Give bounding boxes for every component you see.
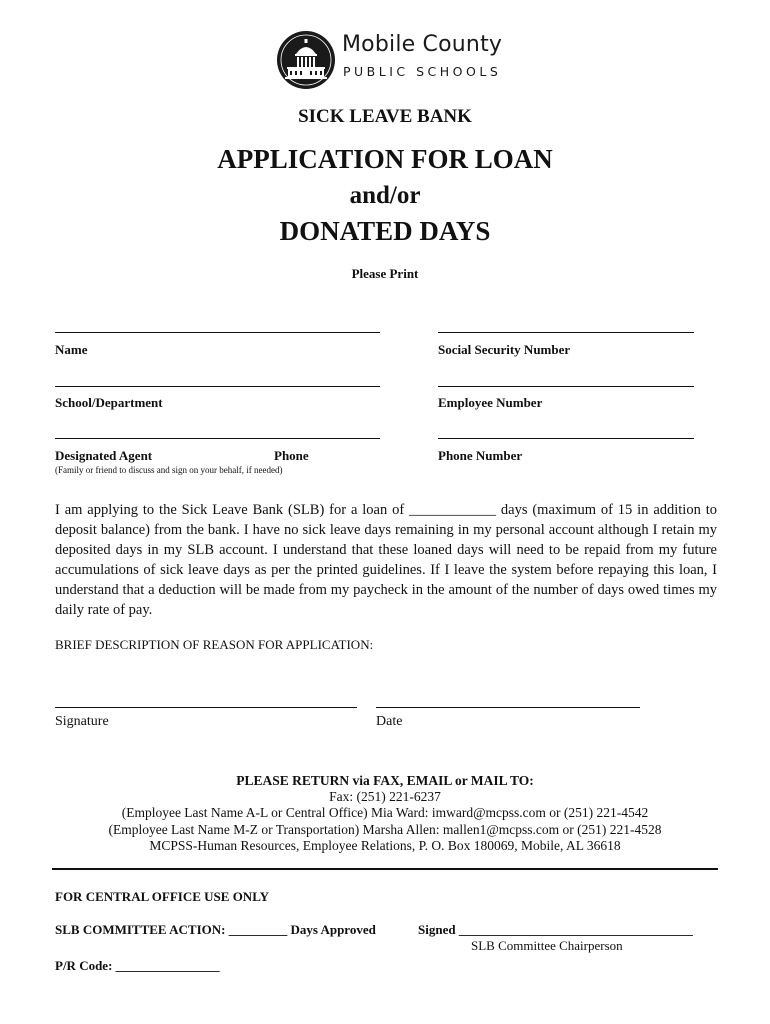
ssn-field[interactable] — [438, 332, 694, 333]
chairperson-signature-field[interactable]: Signed ____________________________________ — [418, 922, 693, 937]
section-divider — [52, 868, 718, 870]
school-department-label: School/Department — [55, 395, 163, 410]
return-contact-a-l: (Employee Last Name A-L or Central Office) Mia Ward: imward@mcpss.com or (251) 221-4542 — [121, 805, 649, 820]
date-label: Date — [376, 714, 403, 729]
return-heading: PLEASE RETURN via FAX, EMAIL or MAIL TO: — [236, 773, 534, 788]
designated-agent-label: Designated Agent — [55, 448, 153, 463]
employee-number-label: Employee Number — [438, 395, 543, 410]
loan-request-paragraph: I am applying to the Sick Leave Bank (SLB) for a loan of ____________ days (maximum of 15 in addition to deposit balance) from the bank. I have no sick leave days remaining in my personal account although I retain my deposited days in my SLB account. I understand that these loaned days will need to be repaid from my future accumulations of sick leave days as per the printed guidelines. If I leave the system before repaying this loan, I understand that a deduction will be made from my paycheck in the amount of the number of days owed times my daily rate of pay. — [55, 502, 717, 618]
return-contact-m-z: (Employee Last Name M-Z or Transportation) Marsha Allen: mallen1@mcpss.com or (251) 221-4528 — [108, 822, 662, 837]
school-department-field[interactable] — [55, 386, 380, 387]
designated-agent-field[interactable] — [55, 438, 380, 439]
name-label: Name — [55, 342, 88, 357]
brief-description-label: BRIEF DESCRIPTION OF REASON FOR APPLICATION: — [55, 637, 374, 652]
return-address: MCPSS-Human Resources, Employee Relations, P. O. Box 180069, Mobile, AL 36618 — [149, 838, 621, 853]
donated-days-title: DONATED DAYS — [279, 216, 491, 246]
name-field[interactable] — [55, 332, 380, 333]
phone-number-field[interactable] — [438, 438, 694, 439]
pr-code-field[interactable]: P/R Code: ________________ — [55, 958, 220, 973]
sick-leave-bank-heading: SICK LEAVE BANK — [298, 106, 472, 127]
agent-phone-label: Phone — [274, 448, 309, 463]
return-fax: Fax: (251) 221-6237 — [329, 789, 441, 804]
central-office-heading: FOR CENTRAL OFFICE USE ONLY — [55, 889, 270, 904]
committee-action-field[interactable]: SLB COMMITTEE ACTION: _________ Days Approved — [55, 922, 376, 937]
date-field[interactable] — [376, 707, 640, 708]
please-print-note: Please Print — [351, 266, 419, 281]
logo-subtitle: PUBLIC SCHOOLS — [343, 64, 502, 79]
agent-note: (Family or friend to discuss and sign on your behalf, if needed) — [55, 465, 283, 475]
signature-label: Signature — [55, 714, 109, 729]
phone-number-label: Phone Number — [438, 448, 523, 463]
signature-field[interactable] — [55, 707, 357, 708]
chairperson-label: SLB Committee Chairperson — [471, 938, 623, 953]
ssn-label: Social Security Number — [438, 342, 571, 357]
and-or-title: and/or — [349, 182, 421, 209]
logo-title: Mobile County — [342, 32, 503, 57]
employee-number-field[interactable] — [438, 386, 694, 387]
school-seal-logo — [276, 30, 336, 90]
application-title: APPLICATION FOR LOAN — [217, 144, 553, 174]
